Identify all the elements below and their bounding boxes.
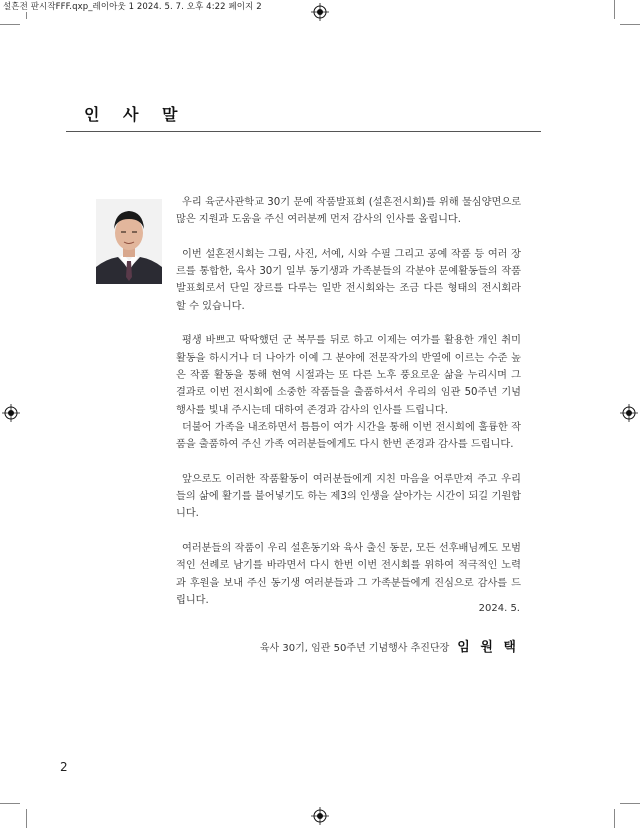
signature-role: 육사 30기, 임관 50주년 기념행사 추진단장 — [259, 643, 450, 654]
signature-name: 임 원 택 — [457, 640, 519, 655]
registration-mark-top-icon — [311, 3, 329, 21]
print-slug: 설흔전 판시작FFF.qxp_레이아웃 1 2024. 5. 7. 오후 4:22 페이지 2 — [3, 2, 262, 12]
letter-paragraph: 앞으로도 이러한 작품활동이 여러분들에게 지친 마음을 어루만져 주고 우리들의 삶에 활기를 불어넣기도 하는 제3의 인생을 살아가는 시간이 되길 기원합니다. — [176, 473, 521, 520]
crop-mark-top-right-h — [620, 24, 640, 25]
crop-mark-bottom-left-h — [0, 803, 20, 804]
registration-mark-bottom-icon — [311, 807, 329, 825]
signature-line — [260, 636, 519, 655]
registration-mark-right-icon — [620, 404, 638, 422]
author-portrait — [96, 199, 162, 284]
crop-mark-bottom-right-v — [614, 809, 615, 828]
crop-mark-top-left-h — [0, 24, 20, 25]
registration-mark-left-icon — [2, 404, 20, 422]
crop-mark-bottom-right-h — [620, 803, 640, 804]
crop-mark-top-left-v — [26, 12, 27, 19]
page-title: 인 사 말 — [84, 105, 187, 124]
letter-paragraph: 이번 설흔전시회는 그림, 사진, 서예, 시와 수필 그리고 공예 작품 등 여러 장르를 통합한, 육사 30기 일부 동기생과 가족분들의 각분야 문예활동들의 작품 발표회로서 단일 장르를 다루는 일반 전시회와는 조금 다른 형태의 전시회라 할 수 있습니다. — [176, 248, 521, 312]
letter-paragraph: 더불어 가족을 내조하면서 틈틈이 여가 시간을 통해 이번 전시회에 훌륭한 작품을 출품하여 주신 가족 여러분들에게도 다시 한번 존경과 감사를 드립니다. — [176, 421, 521, 451]
crop-mark-bottom-left-v — [26, 809, 27, 828]
crop-mark-top-right-v — [614, 0, 615, 19]
letter-date: 2024. 5. — [478, 603, 520, 614]
greeting-letter-body — [176, 194, 521, 626]
letter-paragraph: 우리 육군사관학교 30기 문예 작품발표회 (설흔전시회)를 위해 물심양면으로 많은 지원과 도움을 주신 여러분께 먼저 감사의 인사를 올립니다. — [176, 197, 521, 226]
letter-paragraph: 평생 바쁘고 딱딱했던 군 복무를 뒤로 하고 이제는 여가를 활용한 개인 취미활동을 하시거나 더 나아가 이예 그 분야에 전문작가의 반열에 이르는 수준 높은 작품 활동을 통해 현역 시절과는 또 다른 노후 풍요로운 삶을 누리시며 그 결과로 이번 전시회에 소중한 작품들을 출품하셔서 우리의 임관 50주년 기념행사를 빛내 주시는데 대하여 존경과 감사의 인사를 드립니다. — [176, 335, 521, 416]
letter-paragraph: 여러분들의 작품이 우리 설흔동기와 육사 출신 동문, 모든 선후배님께도 모범적인 선례로 남기를 바라면서 다시 한번 이번 전시회를 위하여 적극적인 노력과 후원을 보내 주신 동기생 여러분들과 그 가족분들에게 진심으로 감사를 드립니다. — [176, 542, 521, 606]
title-divider — [66, 131, 541, 132]
page-number: 2 — [60, 760, 68, 774]
